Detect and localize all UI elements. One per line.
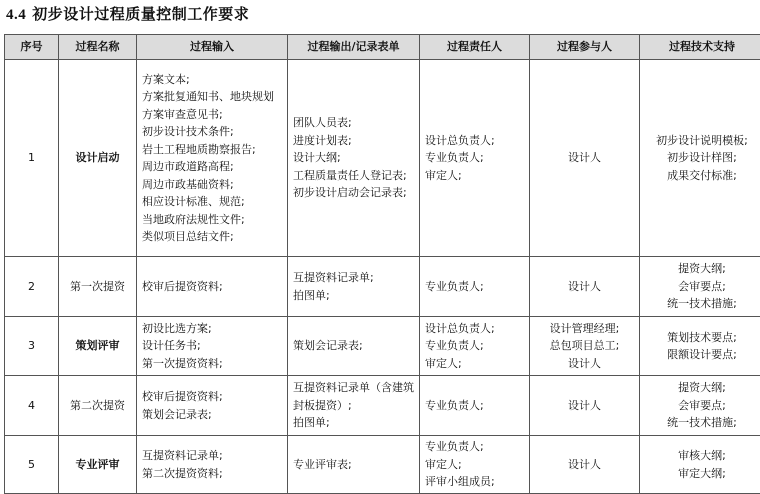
list-item: 审核大纲; <box>645 447 759 465</box>
section-title: 初步设计过程质量控制工作要求 <box>32 5 249 23</box>
header-no: 序号 <box>5 35 59 60</box>
cell-responsible <box>420 436 530 494</box>
cell-participant <box>530 257 640 317</box>
list-item: 岩土工程地质勘察报告; <box>142 141 282 159</box>
list-item: 设计管理经理; <box>535 320 634 338</box>
cell-process-name: 策划评审 <box>59 317 137 376</box>
cell-tech-support <box>640 436 760 494</box>
cell-process-name: 专业评审 <box>59 436 137 494</box>
list-item: 周边市政道路高程; <box>142 158 282 176</box>
list-item: 会审要点; <box>645 278 759 296</box>
cell-process-output <box>288 436 420 494</box>
list-item: 拍图单; <box>293 287 414 305</box>
header-participant: 过程参与人 <box>530 35 640 60</box>
list-item: 专业负责人; <box>425 337 524 355</box>
list-item: 周边市政基础资料; <box>142 176 282 194</box>
table-row <box>5 257 760 317</box>
list-item: 评审小组成员; <box>425 473 524 491</box>
cell-participant <box>530 60 640 257</box>
cell-no: 1 <box>5 60 59 257</box>
list-item: 方案批复通知书、地块规划方案审查意见书; <box>142 88 282 123</box>
list-item: 提资大纲; <box>645 260 759 278</box>
list-item: 当地政府法规性文件; <box>142 211 282 229</box>
cell-participant <box>530 376 640 436</box>
list-item: 初步设计说明模板; <box>645 132 759 150</box>
cell-no: 3 <box>5 317 59 376</box>
header-tech-support: 过程技术支持 <box>640 35 760 60</box>
list-item: 初步设计技术条件; <box>142 123 282 141</box>
list-item: 设计人 <box>535 355 634 373</box>
header-process-input: 过程输入 <box>137 35 288 60</box>
list-item: 限额设计要点; <box>645 346 759 364</box>
list-item: 互提资料记录单; <box>293 269 414 287</box>
section-heading <box>6 3 249 24</box>
cell-process-output <box>288 376 420 436</box>
list-item: 专业负责人; <box>425 397 524 415</box>
list-item: 类似项目总结文件; <box>142 228 282 246</box>
list-item: 互提资料记录单（含建筑封板提资）; <box>293 379 414 414</box>
list-item: 校审后提资资料; <box>142 278 282 296</box>
list-item: 设计人 <box>535 456 634 474</box>
cell-no: 4 <box>5 376 59 436</box>
cell-process-output <box>288 60 420 257</box>
list-item: 审定人; <box>425 355 524 373</box>
list-item: 专业负责人; <box>425 438 524 456</box>
cell-process-input <box>137 317 288 376</box>
list-item: 设计人 <box>535 278 634 296</box>
list-item: 设计人 <box>535 397 634 415</box>
list-item: 进度计划表; <box>293 132 414 150</box>
list-item: 相应设计标准、规范; <box>142 193 282 211</box>
cell-responsible <box>420 376 530 436</box>
cell-no: 5 <box>5 436 59 494</box>
list-item: 设计总负责人; <box>425 320 524 338</box>
list-item: 设计大纲; <box>293 149 414 167</box>
list-item: 设计任务书; <box>142 337 282 355</box>
cell-process-name: 设计启动 <box>59 60 137 257</box>
cell-process-name: 第一次提资 <box>59 257 137 317</box>
cell-responsible <box>420 60 530 257</box>
cell-process-input <box>137 60 288 257</box>
header-responsible: 过程责任人 <box>420 35 530 60</box>
list-item: 互提资料记录单; <box>142 447 282 465</box>
table-header-row <box>5 35 760 60</box>
cell-process-output <box>288 317 420 376</box>
list-item: 专业负责人; <box>425 149 524 167</box>
table-row <box>5 436 760 494</box>
table-row <box>5 376 760 436</box>
table-row <box>5 317 760 376</box>
list-item: 方案文本; <box>142 71 282 89</box>
list-item: 团队人员表; <box>293 114 414 132</box>
list-item: 会审要点; <box>645 397 759 415</box>
cell-responsible <box>420 257 530 317</box>
cell-no: 2 <box>5 257 59 317</box>
cell-participant <box>530 317 640 376</box>
cell-process-name: 第二次提资 <box>59 376 137 436</box>
table-row <box>5 60 760 257</box>
list-item: 初设比选方案; <box>142 320 282 338</box>
list-item: 第二次提资资料; <box>142 465 282 483</box>
cell-responsible <box>420 317 530 376</box>
list-item: 拍图单; <box>293 414 414 432</box>
list-item: 审定大纲; <box>645 465 759 483</box>
list-item: 工程质量责任人登记表; <box>293 167 414 185</box>
list-item: 初步设计样图; <box>645 149 759 167</box>
list-item: 统一技术措施; <box>645 414 759 432</box>
cell-tech-support <box>640 60 760 257</box>
list-item: 专业负责人; <box>425 278 524 296</box>
cell-participant <box>530 436 640 494</box>
list-item: 策划技术要点; <box>645 329 759 347</box>
list-item: 总包项目总工; <box>535 337 634 355</box>
header-process-output: 过程输出/记录表单 <box>288 35 420 60</box>
list-item: 审定人; <box>425 456 524 474</box>
list-item: 第一次提资资料; <box>142 355 282 373</box>
list-item: 初步设计启动会记录表; <box>293 184 414 202</box>
cell-process-input <box>137 257 288 317</box>
list-item: 提资大纲; <box>645 379 759 397</box>
list-item: 策划会记录表; <box>293 337 414 355</box>
header-process-name: 过程名称 <box>59 35 137 60</box>
cell-tech-support <box>640 317 760 376</box>
list-item: 审定人; <box>425 167 524 185</box>
cell-process-output <box>288 257 420 317</box>
cell-process-input <box>137 436 288 494</box>
list-item: 统一技术措施; <box>645 295 759 313</box>
list-item: 设计人 <box>535 149 634 167</box>
cell-tech-support <box>640 376 760 436</box>
cell-tech-support <box>640 257 760 317</box>
list-item: 专业评审表; <box>293 456 414 474</box>
section-number: 4.4 <box>6 7 26 23</box>
list-item: 策划会记录表; <box>142 406 282 424</box>
quality-control-table <box>4 34 760 494</box>
list-item: 校审后提资资料; <box>142 388 282 406</box>
cell-process-input <box>137 376 288 436</box>
list-item: 成果交付标准; <box>645 167 759 185</box>
list-item: 设计总负责人; <box>425 132 524 150</box>
